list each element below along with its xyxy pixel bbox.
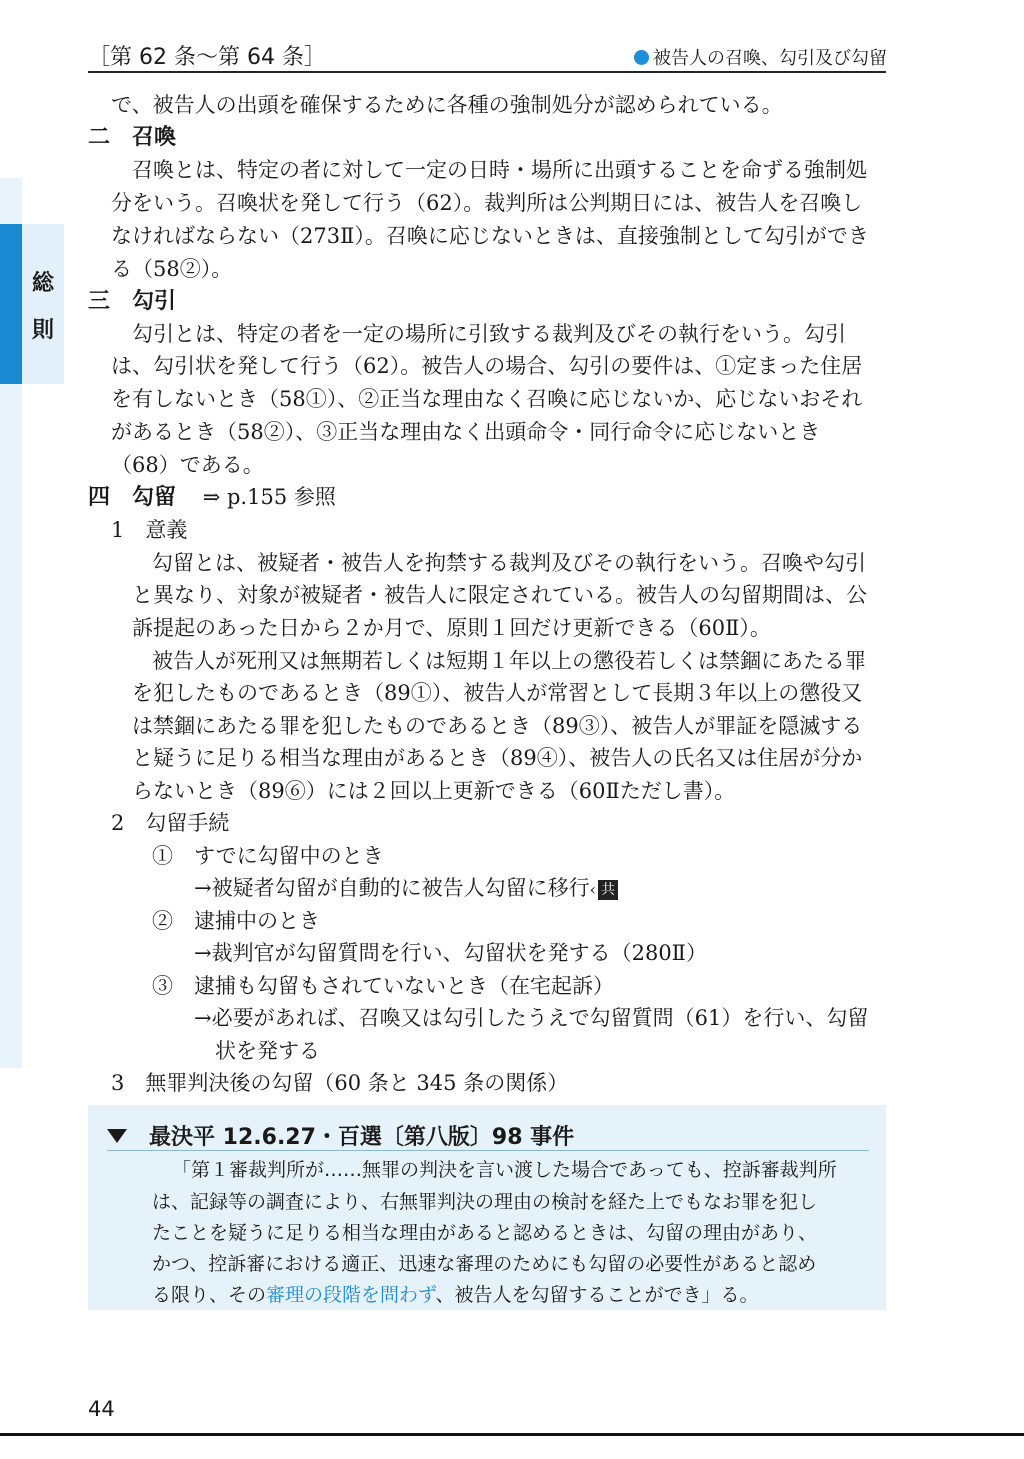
side-tab-bar bbox=[0, 224, 22, 384]
subheading-procedure: 2 勾留手続 bbox=[111, 811, 230, 835]
case-highlight: 審理の段階を問わず bbox=[266, 1284, 436, 1306]
text-line: は禁錮にあたる罪を犯したものであるとき（89③）、被告人が罪証を隠滅する bbox=[132, 714, 863, 738]
list-item-detail: →裁判官が勾留質問を行い、勾留状を発する（280Ⅱ） bbox=[194, 941, 707, 965]
text-line: を有しないとき（58①）、②正当な理由なく召喚に応じないか、応じないおそれ bbox=[111, 387, 863, 411]
text-line: は、勾引状を発して行う（62）。被告人の場合、勾引の要件は、①定まった住居 bbox=[111, 354, 863, 378]
text-line: 分をいう。召喚状を発して行う（62）。裁判所は公判期日には、被告人を召喚し bbox=[111, 191, 863, 215]
case-title-row bbox=[107, 1120, 574, 1151]
text-line: らないとき（89⑥）には２回以上更新できる（60Ⅱただし書）。 bbox=[132, 779, 736, 803]
text-line: 召喚とは、特定の者に対して一定の日時・場所に出頭することを命ずる強制処 bbox=[132, 158, 867, 182]
side-label-background bbox=[22, 224, 64, 384]
section-title-text: 被告人の召喚、勾引及び勾留 bbox=[653, 48, 887, 69]
list-item: ③ 逮捕も勾留もされていないとき（在宅起訴） bbox=[152, 974, 614, 998]
section-heading-summons: 二 召喚 bbox=[88, 124, 177, 150]
text-line: なければならない（273Ⅱ）。召喚に応じないときは、直接強制として勾引ができ bbox=[111, 224, 869, 248]
side-label-char-2: 則 bbox=[31, 318, 54, 343]
list-item: ① すでに勾留中のとき bbox=[152, 844, 384, 868]
text-line: 訴提起のあった日から２か月で、原則１回だけ更新できる（60Ⅱ）。 bbox=[132, 616, 771, 640]
bottom-rule bbox=[0, 1433, 1024, 1436]
text-line: 勾留とは、被疑者・被告人を拘禁する裁判及びその執行をいう。召喚や勾引 bbox=[152, 551, 866, 575]
case-text-segment: る限り、その bbox=[152, 1284, 267, 1306]
triangle-down-icon bbox=[107, 1129, 127, 1143]
case-text-line: たことを疑うに足りる相当な理由があると認めるときは、勾留の理由があり、 bbox=[152, 1222, 818, 1244]
bullet-dot-icon bbox=[634, 50, 649, 65]
list-item-detail: 状を発する bbox=[215, 1039, 320, 1063]
list-item: ② 逮捕中のとき bbox=[152, 909, 320, 933]
arrow-left-icon: ‹ bbox=[589, 879, 597, 899]
common-badge: 共 bbox=[598, 880, 618, 900]
list-item-detail: →必要があれば、召喚又は勾引したうえで勾留質問（61）を行い、勾留 bbox=[194, 1006, 869, 1030]
case-text-line: かつ、控訴審における適正、迅速な審理のためにも勾留の必要性があると認め bbox=[152, 1253, 817, 1275]
case-text-line: 「第１審裁判所が……無罪の判決を言い渡した場合であっても、控訴審裁判所 bbox=[172, 1159, 837, 1181]
text-line: で、被告人の出頭を確保するために各種の強制処分が認められている。 bbox=[111, 93, 783, 117]
case-title-rule bbox=[107, 1150, 869, 1151]
text-line: があるとき（58②）、③正当な理由なく出頭命令・同行命令に応じないとき bbox=[111, 420, 821, 444]
section-title-header bbox=[634, 44, 887, 70]
text-line: る（58②）。 bbox=[111, 257, 233, 281]
page-number: 44 bbox=[88, 1397, 115, 1421]
text-line: 被告人が死刑又は無期若しくは短期１年以上の懲役若しくは禁錮にあたる罪 bbox=[152, 649, 866, 673]
text-line: （68）である。 bbox=[111, 453, 264, 477]
list-item-detail-text: →被疑者勾留が自動的に被告人勾留に移行 bbox=[194, 876, 590, 900]
case-text-line bbox=[152, 1283, 759, 1307]
subheading-meaning: 1 意義 bbox=[111, 518, 188, 542]
text-line: と異なり、対象が被疑者・被告人に限定されている。被告人の勾留期間は、公 bbox=[132, 583, 867, 607]
case-text-line: は、記録等の調査により、右無罪判決の理由の検討を経た上でもなお罪を犯し bbox=[152, 1191, 818, 1213]
section-heading-arrest: 三 勾引 bbox=[88, 288, 177, 314]
case-title: 最決平 12.6.27・百選〔第八版〕98 事件 bbox=[149, 1125, 575, 1150]
cross-reference: ⇒ p.155 参照 bbox=[202, 485, 336, 509]
header-rule bbox=[88, 71, 886, 73]
chapter-range-header: ［第 62 条～第 64 条］ bbox=[88, 45, 326, 70]
text-line: と疑うに足りる相当な理由があるとき（89④）、被告人の氏名又は住居が分か bbox=[132, 746, 863, 770]
text-line: を犯したものであるとき（89①）、被告人が常習として長期３年以上の懲役又 bbox=[132, 681, 863, 705]
text-line: 勾引とは、特定の者を一定の場所に引致する裁判及びその執行をいう。勾引 bbox=[132, 322, 846, 346]
list-item-detail bbox=[194, 875, 618, 903]
subheading-post-acquittal: 3 無罪判決後の勾留（60 条と 345 条の関係） bbox=[111, 1071, 569, 1095]
section-heading-detention-row bbox=[88, 484, 336, 510]
case-text-segment: 、被告人を勾留することができ」る。 bbox=[435, 1284, 759, 1306]
section-heading-detention: 四 勾留 bbox=[88, 484, 177, 510]
side-label-char-1: 総 bbox=[31, 271, 54, 296]
